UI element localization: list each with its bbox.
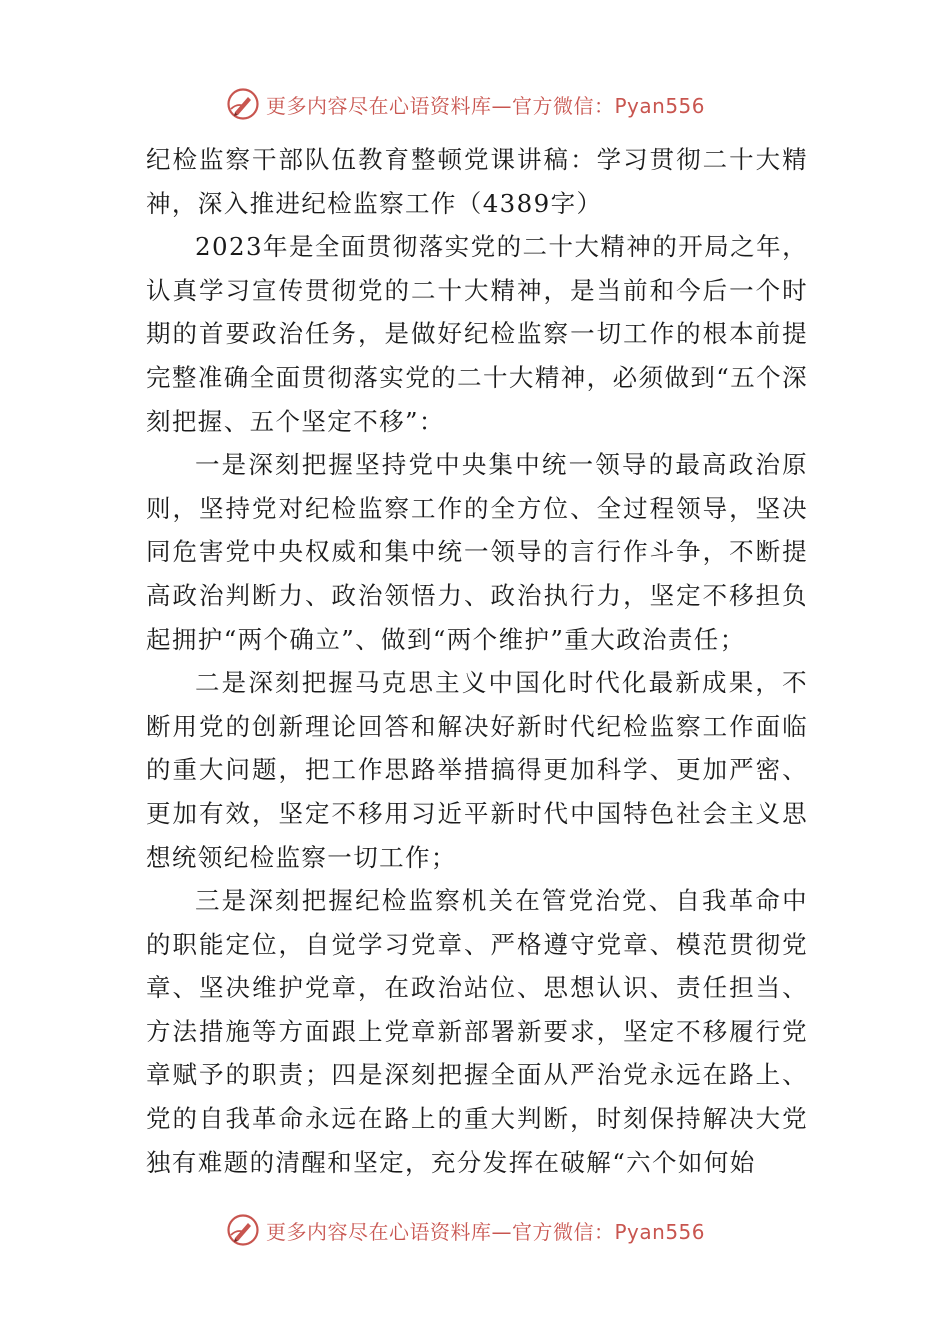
paragraph-point-two: 二是深刻把握马克思主义中国化时代化最新成果，不断用党的创新理论回答和解决好新时代纪检监察工作面临的重大问题，把工作思路举措搞得更加科学、更加严密、更加有效，坚定不移用习近平新时代中国特色社会主义思想统领纪检监察一切工作； xyxy=(146,668,808,872)
document-title: 纪检监察干部队伍教育整顿党课讲稿：学习贯彻二十大精神，深入推进纪检监察工作（4389字） xyxy=(146,145,808,218)
pen-logo-icon xyxy=(226,1213,260,1247)
watermark-text: 更多内容尽在心语资料库—官方微信：Pyan556 xyxy=(266,93,706,118)
paragraph-intro: 2023年是全面贯彻落实党的二十大精神的开局之年，认真学习宣传贯彻党的二十大精神，是当前和今后一个时期的首要政治任务，是做好纪检监察一切工作的根本前提完整准确全面贯彻落实党的二十大精神，必须做到“五个深刻把握、五个坚定不移”： xyxy=(146,232,808,436)
document-body xyxy=(146,138,808,1184)
watermark-footer xyxy=(226,1210,705,1250)
pen-logo-icon xyxy=(226,87,260,121)
watermark-header xyxy=(226,84,705,124)
paragraph-point-one: 一是深刻把握坚持党中央集中统一领导的最高政治原则，坚持党对纪检监察工作的全方位、全过程领导，坚决同危害党中央权威和集中统一领导的言行作斗争，不断提高政治判断力、政治领悟力、政治执行力，坚定不移担负起拥护“两个确立”、做到“两个维护”重大政治责任； xyxy=(146,450,808,654)
watermark-text: 更多内容尽在心语资料库—官方微信：Pyan556 xyxy=(266,1219,706,1244)
paragraph-point-three: 三是深刻把握纪检监察机关在管党治党、自我革命中的职能定位，自觉学习党章、严格遵守党章、模范贯彻党章、坚决维护党章，在政治站位、思想认识、责任担当、方法措施等方面跟上党章新部署新要求，坚定不移履行党章赋予的职责；四是深刻把握全面从严治党永远在路上、党的自我革命永远在路上的重大判断，时刻保持解决大党独有难题的清醒和坚定，充分发挥在破解“六个如何始 xyxy=(146,886,808,1177)
